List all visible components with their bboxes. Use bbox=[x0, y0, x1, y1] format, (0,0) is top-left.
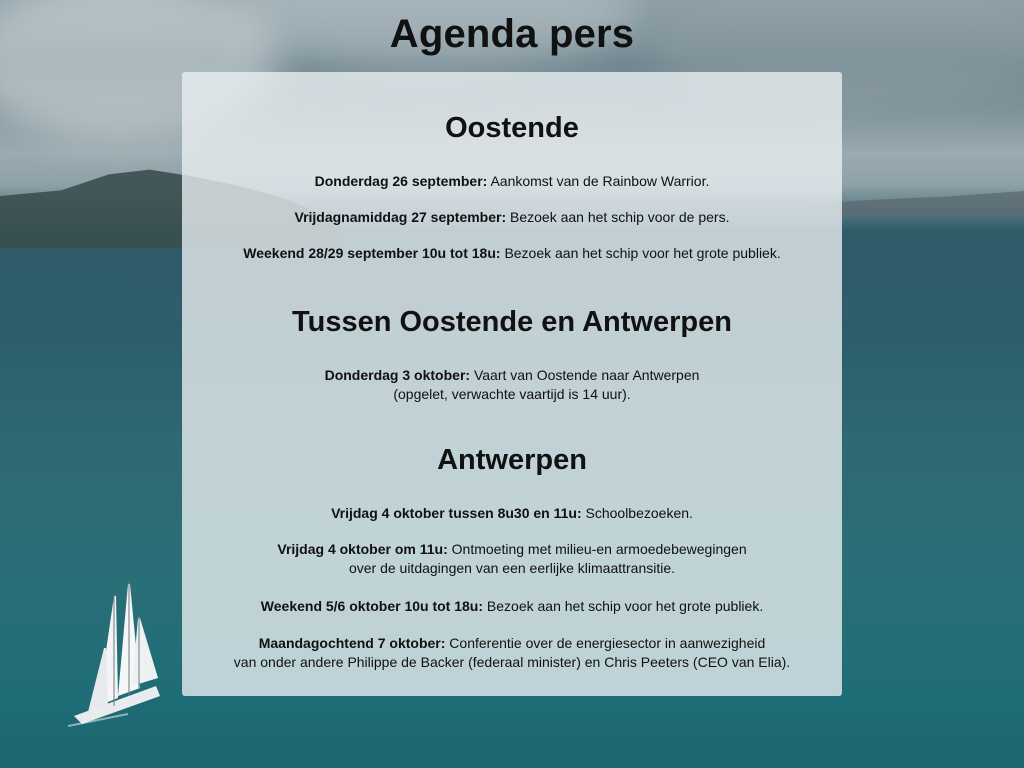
entry-text: Conferentie over de energiesector in aanwezigheid bbox=[449, 635, 766, 651]
entry-text: Aankomst van de Rainbow Warrior. bbox=[490, 173, 710, 189]
entry-label: Donderdag 3 oktober: bbox=[324, 367, 471, 383]
entry-label: Weekend 28/29 september 10u tot 18u: bbox=[243, 245, 501, 261]
entry-text: Bezoek aan het schip voor de pers. bbox=[510, 209, 730, 225]
entry-label: Vrijdag 4 oktober tussen 8u30 en 11u: bbox=[331, 505, 582, 521]
entry-text-continued: over de uitdagingen van een eerlijke klimaattransitie. bbox=[348, 560, 676, 576]
entry-text: Bezoek aan het schip voor het grote publiek. bbox=[504, 245, 781, 261]
agenda-entry bbox=[182, 634, 842, 672]
agenda-entry bbox=[182, 504, 842, 523]
entry-text-continued: (opgelet, verwachte vaartijd is 14 uur). bbox=[393, 386, 631, 402]
agenda-entry bbox=[182, 366, 842, 404]
agenda-entry bbox=[182, 597, 842, 616]
entry-label: Weekend 5/6 oktober 10u tot 18u: bbox=[260, 598, 484, 614]
section-oostende bbox=[182, 112, 842, 145]
entry-text: Ontmoeting met milieu-en armoedebewegingen bbox=[451, 541, 747, 557]
agenda-entry bbox=[182, 172, 842, 191]
coastline-right bbox=[814, 185, 1024, 215]
section-tussen-oostende-en-antwerpen bbox=[182, 306, 842, 339]
agenda-entry bbox=[182, 244, 842, 263]
entry-text: Bezoek aan het schip voor het grote publiek. bbox=[486, 598, 764, 614]
entry-text-continued: van onder andere Philippe de Backer (federaal minister) en Chris Peeters (CEO van Elia). bbox=[233, 654, 791, 670]
sailing-ship-icon bbox=[68, 578, 168, 728]
agenda-entry bbox=[182, 208, 842, 227]
agenda-entry bbox=[182, 540, 842, 578]
agenda-panel bbox=[182, 72, 842, 696]
entry-label: Vrijdagnamiddag 27 september: bbox=[294, 209, 507, 225]
entry-text: Schoolbezoeken. bbox=[585, 505, 693, 521]
entry-label: Donderdag 26 september: bbox=[314, 173, 488, 189]
entry-label: Maandagochtend 7 oktober: bbox=[258, 635, 446, 651]
section-title: Oostende bbox=[445, 112, 579, 144]
entry-label: Vrijdag 4 oktober om 11u: bbox=[277, 541, 448, 557]
section-antwerpen bbox=[182, 444, 842, 477]
section-title: Tussen Oostende en Antwerpen bbox=[292, 306, 732, 338]
entry-text: Vaart van Oostende naar Antwerpen bbox=[473, 367, 700, 383]
page-title: Agenda pers bbox=[389, 12, 635, 56]
section-title: Antwerpen bbox=[437, 444, 587, 476]
